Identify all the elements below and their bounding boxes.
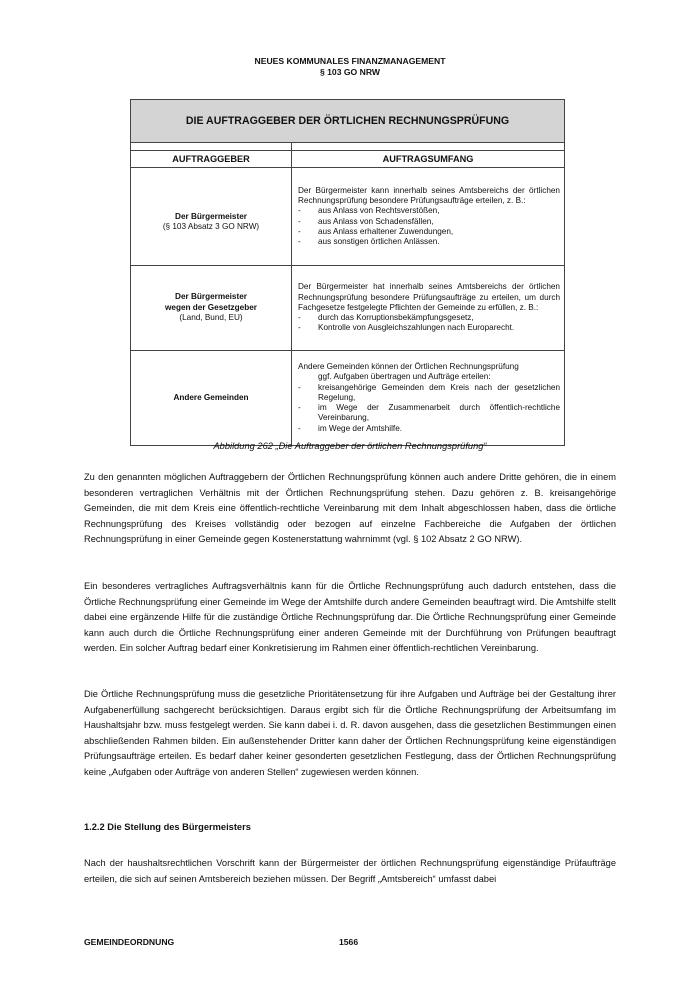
table-cell-auftragsumfang bbox=[292, 351, 565, 446]
table-row bbox=[131, 168, 565, 266]
section-heading: 1.2.2 Die Stellung des Bürgermeisters bbox=[84, 822, 251, 832]
table-cell-auftragsumfang bbox=[292, 266, 565, 351]
list-item: - kreisangehörige Gemeinden dem Kreis nach der gesetzlichen Regelung, bbox=[298, 383, 560, 404]
auftragsumfang-list bbox=[298, 383, 560, 434]
auftraggeber-name: Andere Gemeinden bbox=[173, 392, 249, 402]
figure-caption: Abbildung 262 „Die Auftraggeber der örtlichen Rechnungsprüfung“ bbox=[213, 441, 487, 451]
auftraggeber-reference: (Land, Bund, EU) bbox=[179, 313, 243, 323]
table-cell-auftraggeber bbox=[131, 266, 292, 351]
list-item: - durch das Korruptionsbekämpfungsgesetz, bbox=[298, 313, 560, 323]
header-section: § 103 GO NRW bbox=[319, 67, 381, 77]
list-item: - im Wege der Amtshilfe. bbox=[298, 424, 560, 434]
paragraph: Zu den genannten möglichen Auftraggebern der Örtlichen Rechnungsprüfung können auch andere Dritte gehören, die in einem besonderen vertraglichen Verhältnis mit der Örtlichen Rechnungsprüfung stehen. Dazu gehören z. B. kreisangehörige Gemeinden, die mit dem Kreis eine öffentlich-rechtliche Vereinbarung mit dem Inhalt abgeschlossen haben, dass die örtliche Rechnungsprüfung des Kreises vollständig oder bezogen auf einzelne Fachbereiche die Aufgaben der örtlichen Rechnungsprüfung in einer Gemeinde gegen Kostenerstattung wahrnimmt (vgl. § 102 Absatz 2 GO NRW). bbox=[84, 472, 616, 545]
auftraggeber-table bbox=[130, 99, 565, 446]
auftragsumfang-list bbox=[298, 313, 560, 334]
footer-title: GEMEINDEORDNUNG bbox=[84, 937, 175, 947]
table-cell-auftraggeber bbox=[131, 351, 292, 446]
paragraph: Ein besonderes vertragliches Auftragsverhältnis kann für die Örtliche Rechnungsprüfung auch dadurch entstehen, dass die Örtliche Rechnungsprüfung einer Gemeinde im Wege der Amtshilfe durch andere Gemeinden beauftragt wird. Die Amtshilfe stellt dabei eine ergänzende Hilfe für die zuständige Örtliche Rechnungsprüfung dar. Die Örtliche Rechnungsprüfung einer Gemeinde kann auch durch die Örtliche Rechnungsprüfung einer anderen Gemeinde mit der Durchführung von Prüfungen beauftragt werden. Ein solcher Auftrag bedarf einer Konkretisierung im Rahmen einer öffentlich-rechtlichen Vereinbarung. bbox=[84, 581, 616, 654]
list-item: - aus sonstigen örtlichen Anlässen. bbox=[298, 237, 560, 247]
list-item: - im Wege der Zusammenarbeit durch öffentlich-rechtliche Vereinbarung, bbox=[298, 403, 560, 424]
auftragsumfang-intro: Andere Gemeinden können der Örtlichen Rechnungsprüfung bbox=[298, 361, 519, 371]
header-title: NEUES KOMMUNALES FINANZMANAGEMENT bbox=[254, 56, 446, 66]
table-cell-auftraggeber bbox=[131, 168, 292, 266]
auftraggeber-name: Der Bürgermeister bbox=[175, 292, 247, 302]
auftraggeber-reference: (§ 103 Absatz 3 GO NRW) bbox=[162, 222, 260, 231]
auftragsumfang-intro: Der Bürgermeister kann innerhalb seines Amtsbereichs der örtlichen Rechnungsprüfung besondere Prüfungsaufträge erteilen, z. B.: bbox=[298, 185, 560, 205]
paragraph: Die Örtliche Rechnungsprüfung muss die gesetzliche Prioritätensetzung für ihre Aufgaben und Aufträge bei der Gestaltung ihrer Aufgabenerfüllung sachgerecht berücksichtigen. Daraus ergibt sich für die Örtliche Rechnungsprüfung der Arbeitsumfang im Haushaltsjahr bzw. muss festgelegt werden. Sie kann dabei i. d. R. davon ausgehen, dass die gesetzlichen Bestimmungen einen abschließenden Rahmen bilden. Ein außenstehender Dritter kann daher der Örtlichen Rechnungsprüfung keine eigenständigen Prüfungsaufträge erteilen. Es bedarf daher keiner gesonderten gesetzlichen Festlegung, dass der Örtlichen Rechnungsprüfung keine „Aufgaben oder Aufträge von anderen Stellen“ zugewiesen werden können. bbox=[84, 689, 616, 777]
auftragsumfang-intro: Der Bürgermeister hat innerhalb seines Amtsbereichs der örtlichen Rechnungsprüfung besondere Prüfungsaufträge zu erteilen, um durch Fachgesetze festgelegte Pflichten der Gemeinde zu erfüllen, z. B.: bbox=[298, 282, 560, 312]
table-row bbox=[131, 266, 565, 351]
list-item: - aus Anlass erhaltener Zuwendungen, bbox=[298, 227, 560, 237]
auftragsumfang-intro-continued: ggf. Aufgaben übertragen und Aufträge erteilen: bbox=[318, 372, 491, 382]
column-header-auftragsumfang: AUFTRAGSUMFANG bbox=[292, 151, 565, 168]
list-item: - aus Anlass von Rechtsverstößen, bbox=[298, 206, 560, 216]
table-title: DIE AUFTRAGGEBER DER ÖRTLICHEN RECHNUNGSPRÜFUNG bbox=[131, 100, 565, 143]
auftraggeber-name-line2: wegen der Gesetzgeber bbox=[165, 302, 257, 312]
column-header-auftraggeber: AUFTRAGGEBER bbox=[131, 151, 292, 168]
list-item: - Kontrolle von Ausgleichszahlungen nach Europarecht. bbox=[298, 323, 560, 333]
auftragsumfang-list bbox=[298, 206, 560, 247]
table-row bbox=[131, 351, 565, 446]
table-cell-auftragsumfang bbox=[292, 168, 565, 266]
paragraph: Nach der haushaltsrechtlichen Vorschrift kann der Bürgermeister der örtlichen Rechnungsprüfung eigenständige Prüfaufträge erteilen, die sich auf seinen Amtsbereich beziehen müssen. Der Begriff „Amtsbereich“ umfasst dabei bbox=[84, 858, 616, 884]
page-header bbox=[0, 56, 700, 78]
page-number: 1566 bbox=[339, 937, 359, 947]
auftraggeber-name: Der Bürgermeister bbox=[175, 211, 247, 221]
list-item: - aus Anlass von Schadensfällen, bbox=[298, 217, 560, 227]
